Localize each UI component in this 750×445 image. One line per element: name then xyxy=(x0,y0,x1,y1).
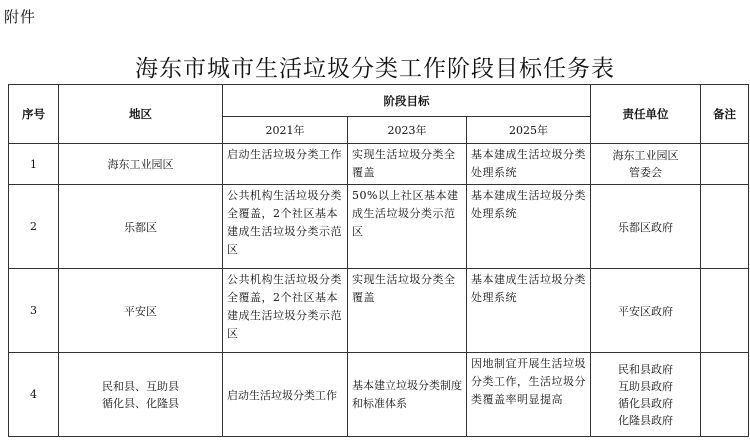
header-row xyxy=(9,85,749,117)
seq-cell: 4 xyxy=(9,353,59,437)
goal-2021-cell: 公共机构生活垃圾分类全覆盖，2个社区基本建成生活垃圾分类示范区 xyxy=(223,185,348,269)
goal-2021-cell: 公共机构生活垃圾分类全覆盖，2个社区基本建成生活垃圾分类示范区 xyxy=(223,269,348,353)
seq-cell: 3 xyxy=(9,269,59,353)
unit-cell xyxy=(591,144,701,185)
unit-cell: 乐都区政府 xyxy=(591,185,701,269)
goal-2021-cell: 启动生活垃圾分类工作 xyxy=(223,353,348,437)
unit-cell: 平安区政府 xyxy=(591,269,701,353)
goal-2025-cell: 基本建成生活垃圾分类处理系统 xyxy=(467,185,591,269)
unit-line: 海东工业园区 xyxy=(612,149,679,162)
goal-2025-cell: 基本建成生活垃圾分类处理系统 xyxy=(467,144,591,185)
goal-2021-cell: 启动生活垃圾分类工作 xyxy=(223,144,348,185)
page-title: 海东市城市生活垃圾分类工作阶段目标任务表 xyxy=(135,56,615,82)
region-cell: 海东工业园区 xyxy=(59,144,223,185)
unit-line: 互助县政府 xyxy=(618,379,674,393)
header-region: 地区 xyxy=(59,85,223,144)
remark-cell xyxy=(701,353,749,437)
goal-2025-cell: 基本建成生活垃圾分类处理系统 xyxy=(467,269,591,353)
unit-line: 民和县政府 xyxy=(618,362,674,376)
goal-2023-cell: 实现生活垃圾分类全覆盖 xyxy=(348,269,467,353)
header-remark: 备注 xyxy=(701,85,749,144)
goal-table xyxy=(8,84,749,437)
goal-2025-cell: 因地制宜开展生活垃圾分类工作，生活垃圾分类覆盖率明显提高 xyxy=(467,353,591,437)
table-row xyxy=(9,144,749,185)
region-line: 循化县、化隆县 xyxy=(102,396,179,410)
header-unit: 责任单位 xyxy=(591,85,701,144)
table-row xyxy=(9,185,749,269)
seq-cell: 2 xyxy=(9,185,59,269)
goal-2023-cell: 基本建立垃圾分类制度和标准体系 xyxy=(348,353,467,437)
region-line: 民和县、互助县 xyxy=(102,379,179,393)
header-2025: 2025年 xyxy=(467,117,591,144)
unit-line: 化隆县政府 xyxy=(618,413,674,427)
remark-cell xyxy=(701,185,749,269)
table-row xyxy=(9,269,749,353)
unit-line: 管委会 xyxy=(629,166,663,179)
seq-cell: 1 xyxy=(9,144,59,185)
region-cell: 乐都区 xyxy=(59,185,223,269)
region-cell xyxy=(59,353,223,437)
unit-cell xyxy=(591,353,701,437)
goal-2023-cell: 50%以上社区基本建成生活垃圾分类示范区 xyxy=(348,185,467,269)
header-seq: 序号 xyxy=(9,85,59,144)
goal-2023-cell: 实现生活垃圾分类全覆盖 xyxy=(348,144,467,185)
remark-cell xyxy=(701,144,749,185)
header-stage-goal: 阶段目标 xyxy=(223,85,591,117)
table-row xyxy=(9,353,749,437)
attachment-label: 附件 xyxy=(4,8,37,26)
unit-line: 循化县政府 xyxy=(618,396,674,410)
remark-cell xyxy=(701,269,749,353)
header-2023: 2023年 xyxy=(348,117,467,144)
header-2021: 2021年 xyxy=(223,117,348,144)
region-cell: 平安区 xyxy=(59,269,223,353)
